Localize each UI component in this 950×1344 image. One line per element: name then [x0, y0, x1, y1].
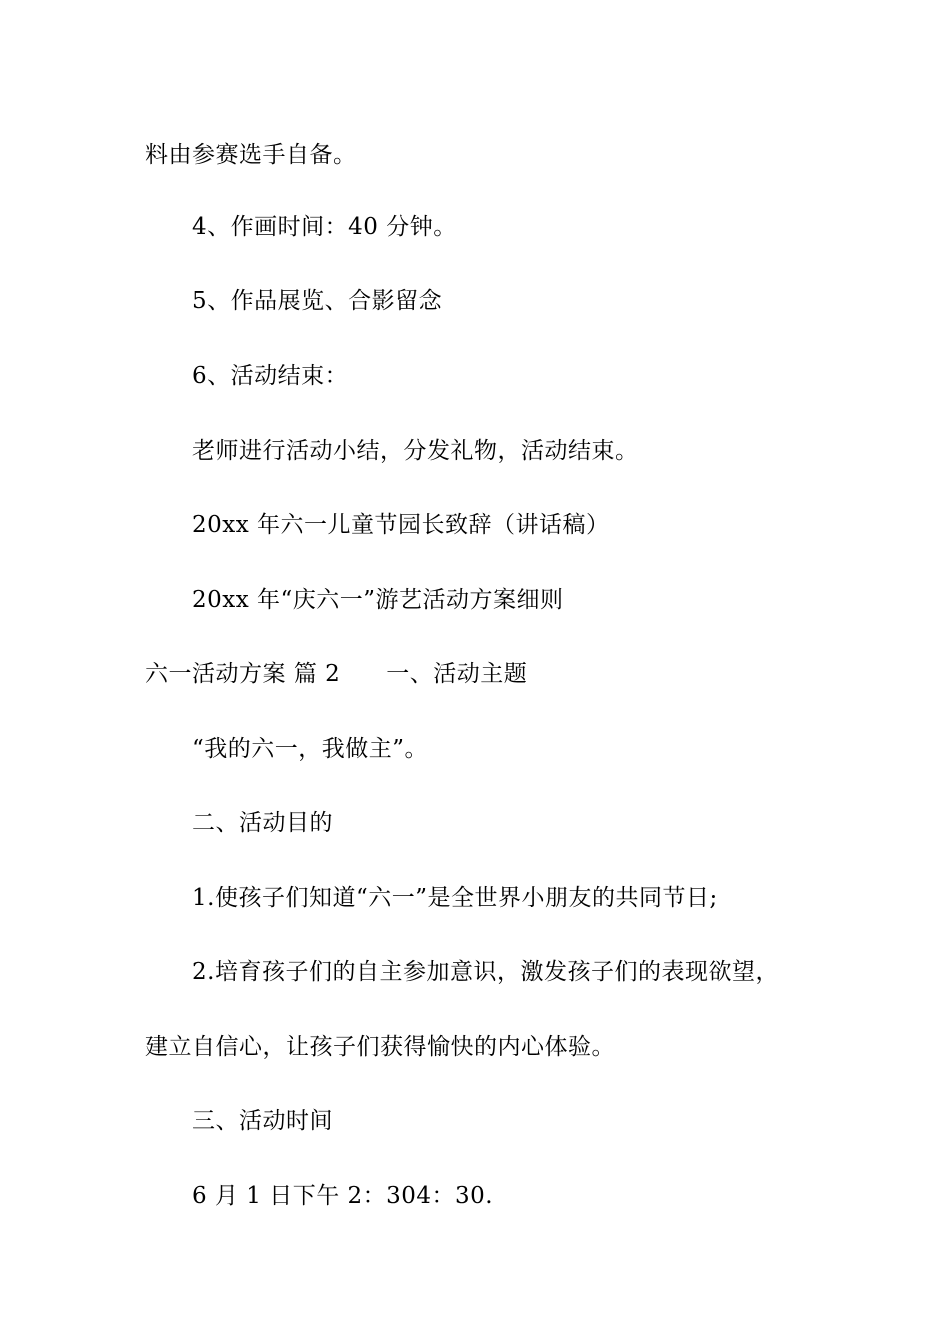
- paragraph-line: 老师进行活动小结，分发礼物，活动结束。: [192, 438, 639, 464]
- paragraph-line: 料由参赛选手自备。: [145, 142, 357, 168]
- section-title: 六一活动方案: [145, 661, 286, 687]
- section-heading: [145, 659, 527, 689]
- paragraph-line: 20xx 年六一儿童节园长致辞（讲话稿）: [192, 512, 610, 538]
- section-part: 篇 2: [293, 661, 341, 687]
- paragraph-line: 6 月 1 日下午 2：304：30.: [192, 1183, 494, 1209]
- paragraph-line: 二、活动目的: [192, 810, 333, 836]
- paragraph-line: 2.培育孩子们的自主参加意识，激发孩子们的表现欲望，: [192, 959, 779, 985]
- paragraph-line: “我的六一，我做主”。: [192, 736, 429, 762]
- paragraph-line: 1.使孩子们知道“六一”是全世界小朋友的共同节日;: [192, 885, 718, 911]
- section-first-item: 一、活动主题: [386, 661, 528, 687]
- paragraph-line: 4、作画时间：40 分钟。: [192, 214, 457, 240]
- paragraph-line: 5、作品展览、合影留念: [192, 288, 443, 314]
- paragraph-line: 20xx 年“庆六一”游艺活动方案细则: [192, 587, 564, 613]
- paragraph-line: 6、活动结束：: [192, 363, 349, 389]
- paragraph-line: 建立自信心，让孩子们获得愉快的内心体验。: [145, 1034, 615, 1060]
- paragraph-line: 三、活动时间: [192, 1108, 333, 1134]
